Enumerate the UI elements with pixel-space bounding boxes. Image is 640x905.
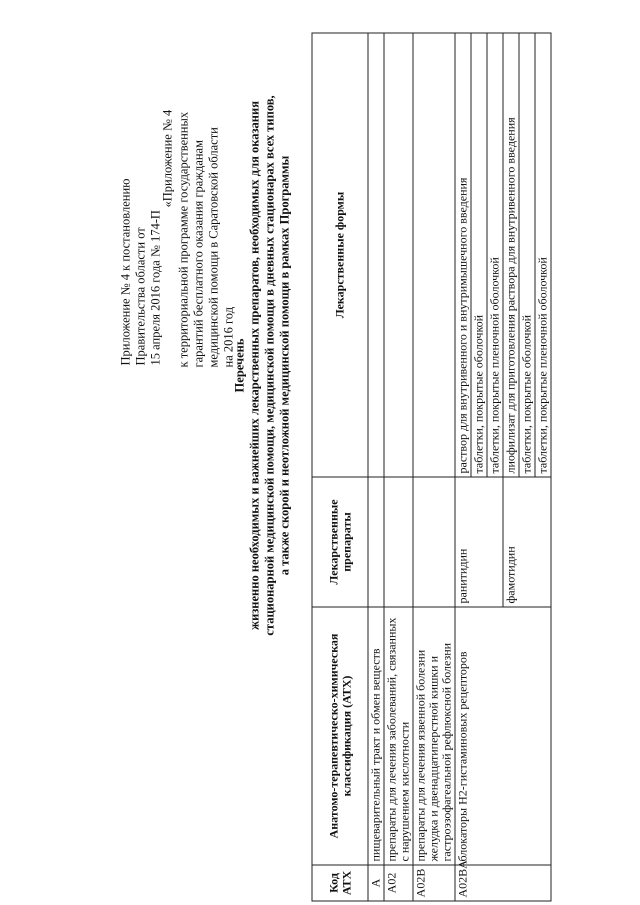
decree-appendix-line: Приложение № 4 к постановлению (118, 178, 132, 365)
program-appendix-title: «Приложение № 4 (160, 109, 174, 207)
cell-drug: фамотидин (503, 477, 551, 607)
decree-appendix-line: Правительства области от (133, 226, 147, 365)
cell-classification: препараты для лечения заболеваний, связанных с нарушением кислотности (384, 607, 413, 865)
drug-list-table (311, 32, 551, 901)
program-appendix-note (160, 7, 236, 367)
cell-form: таблетки, покрытые оболочкой (519, 33, 535, 477)
cell-code: A (368, 865, 384, 901)
cell-form: таблетки, покрытые пленочной оболочкой (535, 33, 551, 477)
cell-form (384, 33, 413, 477)
cell-code: A02B (413, 865, 455, 901)
cell-code: A02 (384, 865, 413, 901)
cell-form (368, 33, 384, 477)
cell-drug (413, 477, 455, 607)
cell-drug (384, 477, 413, 607)
heading-line: стационарной медицинской помощи, медицинской помощи в дневных стационарах всех типов, (262, 94, 276, 636)
program-appendix-line: медицинской помощи в Саратовской области (206, 126, 220, 367)
program-appendix-line: гарантий бесплатного оказания гражданам (191, 139, 205, 367)
program-appendix-line: к территориальной программе государственных (176, 111, 190, 367)
decree-appendix-note (118, 25, 163, 365)
list-heading (232, 5, 292, 725)
cell-form: раствор для внутривенного и внутримышечного введения (455, 33, 471, 477)
table-row (455, 33, 471, 901)
cell-form: лиофилизат для приготовления раствора для внутривенного введения (503, 33, 519, 477)
cell-classification: препараты для лечения язвенной болезни желудка и двенадцатиперстной кишки и гастроэзофагеальной рефлюксной болезни (413, 607, 455, 865)
heading-line: жизненно необходимых и важнейших лекарственных препаратов, необходимых для оказания (247, 100, 261, 630)
decree-appendix-line: 15 апреля 2016 года № 174-П (148, 209, 162, 365)
cell-form: таблетки, покрытые оболочкой (471, 33, 487, 477)
cell-form (413, 33, 455, 477)
cell-drug: ранитидин (455, 477, 503, 607)
program-appendix-line: на 2016 год (221, 306, 235, 367)
header-code: Код АТХ (312, 865, 368, 901)
table-header-row (312, 33, 368, 901)
table-row (384, 33, 413, 901)
header-forms: Лекарственные формы (312, 33, 368, 477)
heading-title: Перечень (232, 338, 246, 392)
header-drugs: Лекарственные препараты (312, 477, 368, 607)
table-row (368, 33, 384, 901)
heading-line: а также скорой и неотложной медицинской помощи в рамках Программы (277, 155, 291, 575)
header-classification: Анатомо-терапевтическо-химическая классификация (АТХ) (312, 607, 368, 865)
cell-drug (368, 477, 384, 607)
table-row (413, 33, 455, 901)
cell-classification: блокаторы H2-гистаминовых рецепторов (455, 607, 551, 865)
cell-form: таблетки, покрытые пленочной оболочкой (487, 33, 503, 477)
cell-classification: пищеварительный тракт и обмен веществ (368, 607, 384, 865)
cell-code: A02BA (455, 865, 551, 901)
